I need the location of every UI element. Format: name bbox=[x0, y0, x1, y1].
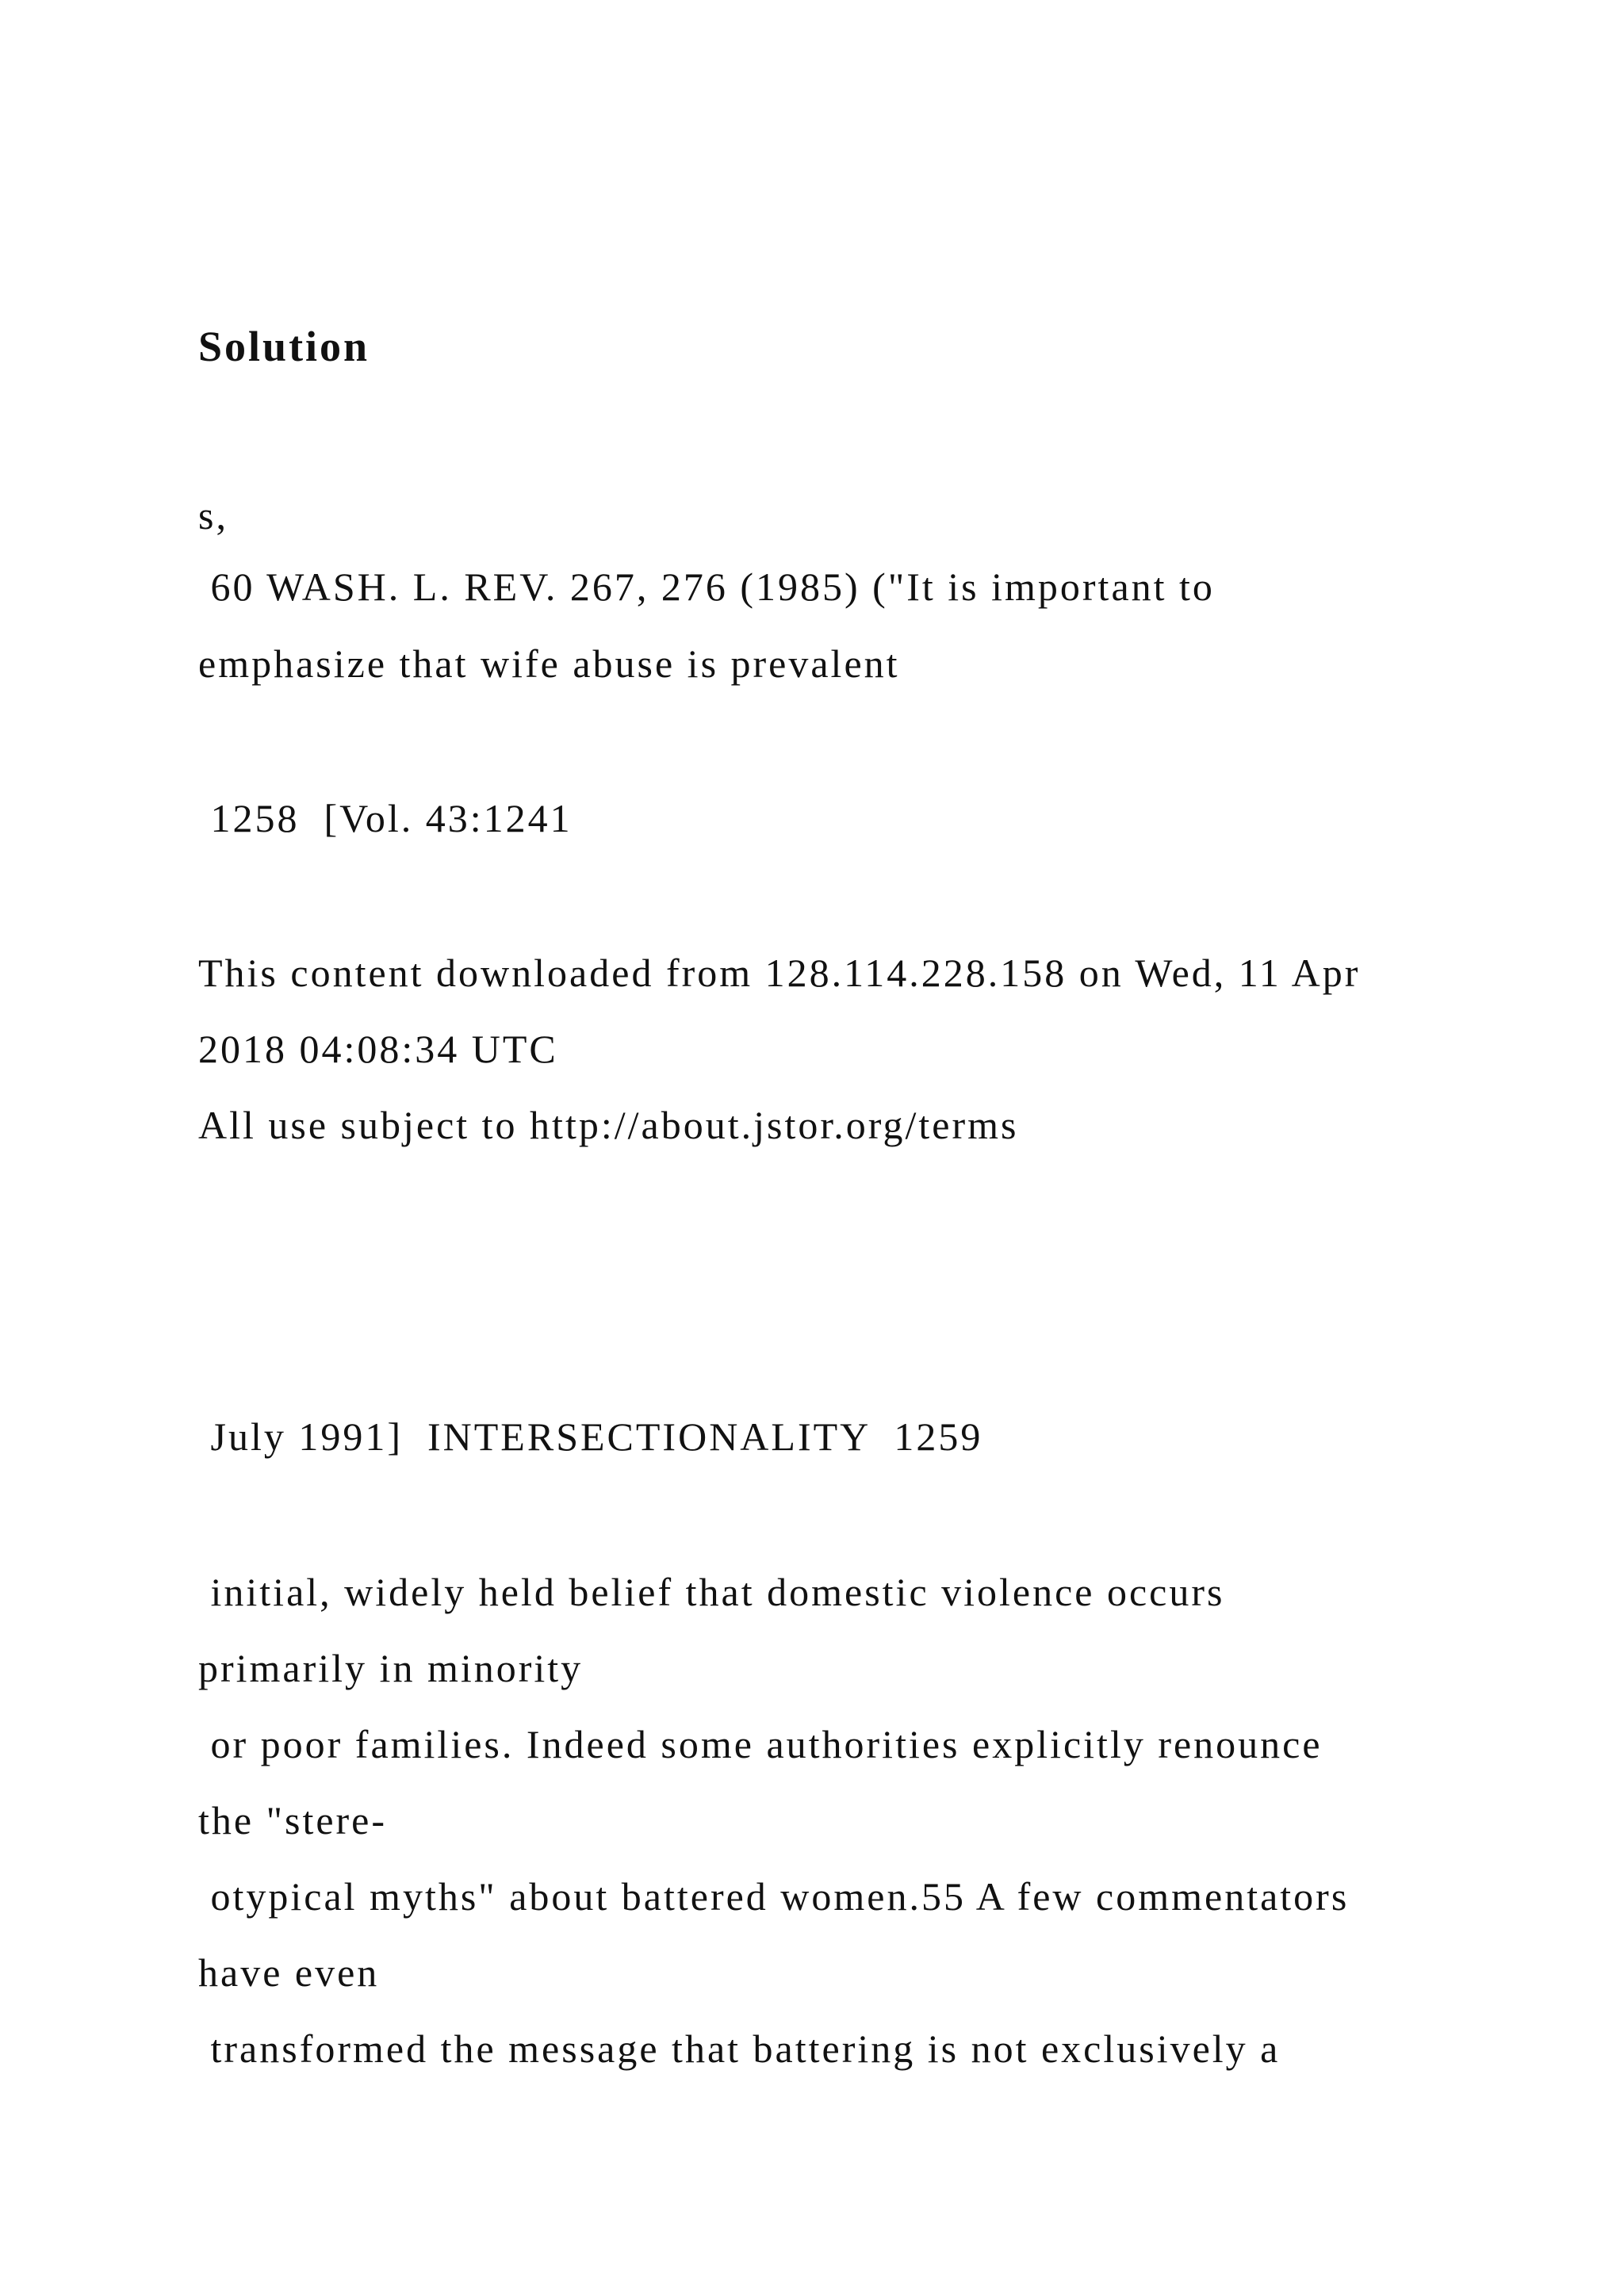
text-line: have even bbox=[198, 1950, 380, 1995]
section-heading: Solution bbox=[198, 323, 370, 370]
text-line: the "stere- bbox=[198, 1798, 388, 1843]
text-line: This content downloaded from 128.114.228.158 on Wed, 11 Apr bbox=[198, 951, 1361, 995]
text-line: 60 WASH. L. REV. 267, 276 (1985) ("It is important to bbox=[198, 564, 1215, 609]
text-line: transformed the message that battering is not exclusively a bbox=[198, 2026, 1281, 2071]
text-line: 2018 04:08:34 UTC bbox=[198, 1027, 558, 1071]
page-header-line: 1258 [Vol. 43:1241 bbox=[198, 796, 573, 840]
text-line: or poor families. Indeed some authorities explicitly renounce bbox=[198, 1722, 1323, 1766]
text-line: s, bbox=[198, 493, 228, 538]
text-line: All use subject to http://about.jstor.org/terms bbox=[198, 1103, 1019, 1147]
page-header-line: July 1991] INTERSECTIONALITY 1259 bbox=[198, 1414, 983, 1459]
text-line: primarily in minority bbox=[198, 1646, 584, 1690]
text-line: otypical myths" about battered women.55 A few commentators bbox=[198, 1874, 1350, 1919]
text-line: emphasize that wife abuse is prevalent bbox=[198, 641, 900, 686]
text-line: initial, widely held belief that domestic violence occurs bbox=[198, 1570, 1225, 1614]
